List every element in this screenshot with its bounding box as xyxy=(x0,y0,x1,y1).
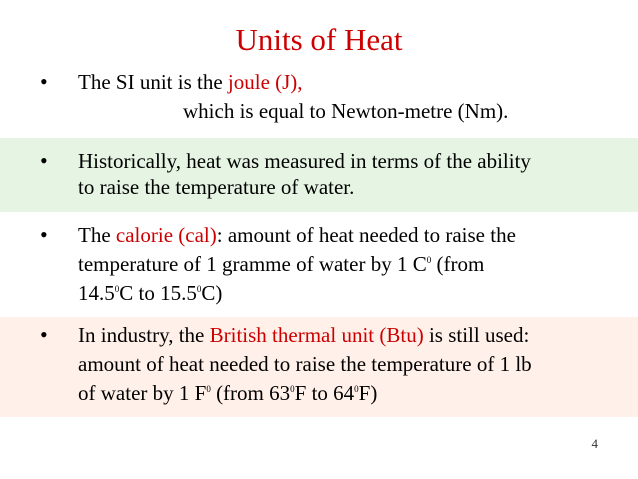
bullet-dot: • xyxy=(40,222,48,247)
bullet-line xyxy=(78,251,516,277)
text-run: : amount of heat needed to raise the xyxy=(216,223,516,247)
text-run: is still used: xyxy=(423,323,530,347)
degree-superscript: 0 xyxy=(114,284,120,294)
slide-title: Units of Heat xyxy=(235,22,403,57)
bullet-dot: • xyxy=(40,69,48,94)
highlight-term-calorie: calorie (cal) xyxy=(115,223,217,247)
highlight-term-joule: joule (J), xyxy=(227,70,303,94)
bullet-line xyxy=(78,222,516,248)
text-run: In industry, the xyxy=(78,323,210,347)
text-run: C) xyxy=(201,281,223,305)
bullet-line: amount of heat needed to raise the temperature of 1 lb xyxy=(78,352,532,376)
text-run: C to 15.5 xyxy=(119,281,197,305)
degree-superscript: 0 xyxy=(354,384,359,394)
bullet-text xyxy=(78,148,531,200)
bullet-line: which is equal to Newton-metre (Nm). xyxy=(183,99,509,123)
degree-superscript: 0 xyxy=(426,255,432,265)
bullet-line: to raise the temperature of water. xyxy=(78,175,355,199)
bullet-text xyxy=(78,322,532,406)
text-run: of water by 1 F xyxy=(78,381,207,405)
bullet-dot: • xyxy=(40,148,48,173)
bullet-text xyxy=(78,69,508,124)
text-run: temperature of 1 gramme of water by 1 C xyxy=(78,252,427,276)
bullet-line xyxy=(78,69,508,95)
degree-superscript: 0 xyxy=(196,284,202,294)
text-run: F) xyxy=(358,381,378,405)
bullet-line xyxy=(78,380,532,406)
degree-superscript: 0 xyxy=(290,384,295,394)
text-run: (from xyxy=(431,252,485,276)
text-run: F to 64 xyxy=(294,381,355,405)
page-number: 4 xyxy=(591,436,598,451)
bullet-text xyxy=(78,222,516,306)
highlight-term-btu: British thermal unit (Btu) xyxy=(209,323,424,347)
text-run: 14.5 xyxy=(78,281,115,305)
text-run: The SI unit is the xyxy=(78,70,228,94)
bullet-line xyxy=(78,322,532,348)
text-run: The xyxy=(78,223,116,247)
degree-superscript: 0 xyxy=(206,384,211,394)
bullet-dot: • xyxy=(40,322,48,347)
bullet-line xyxy=(78,280,516,306)
bullet-line: Historically, heat was measured in terms of the ability xyxy=(78,149,531,173)
text-run: (from 63 xyxy=(210,381,291,405)
